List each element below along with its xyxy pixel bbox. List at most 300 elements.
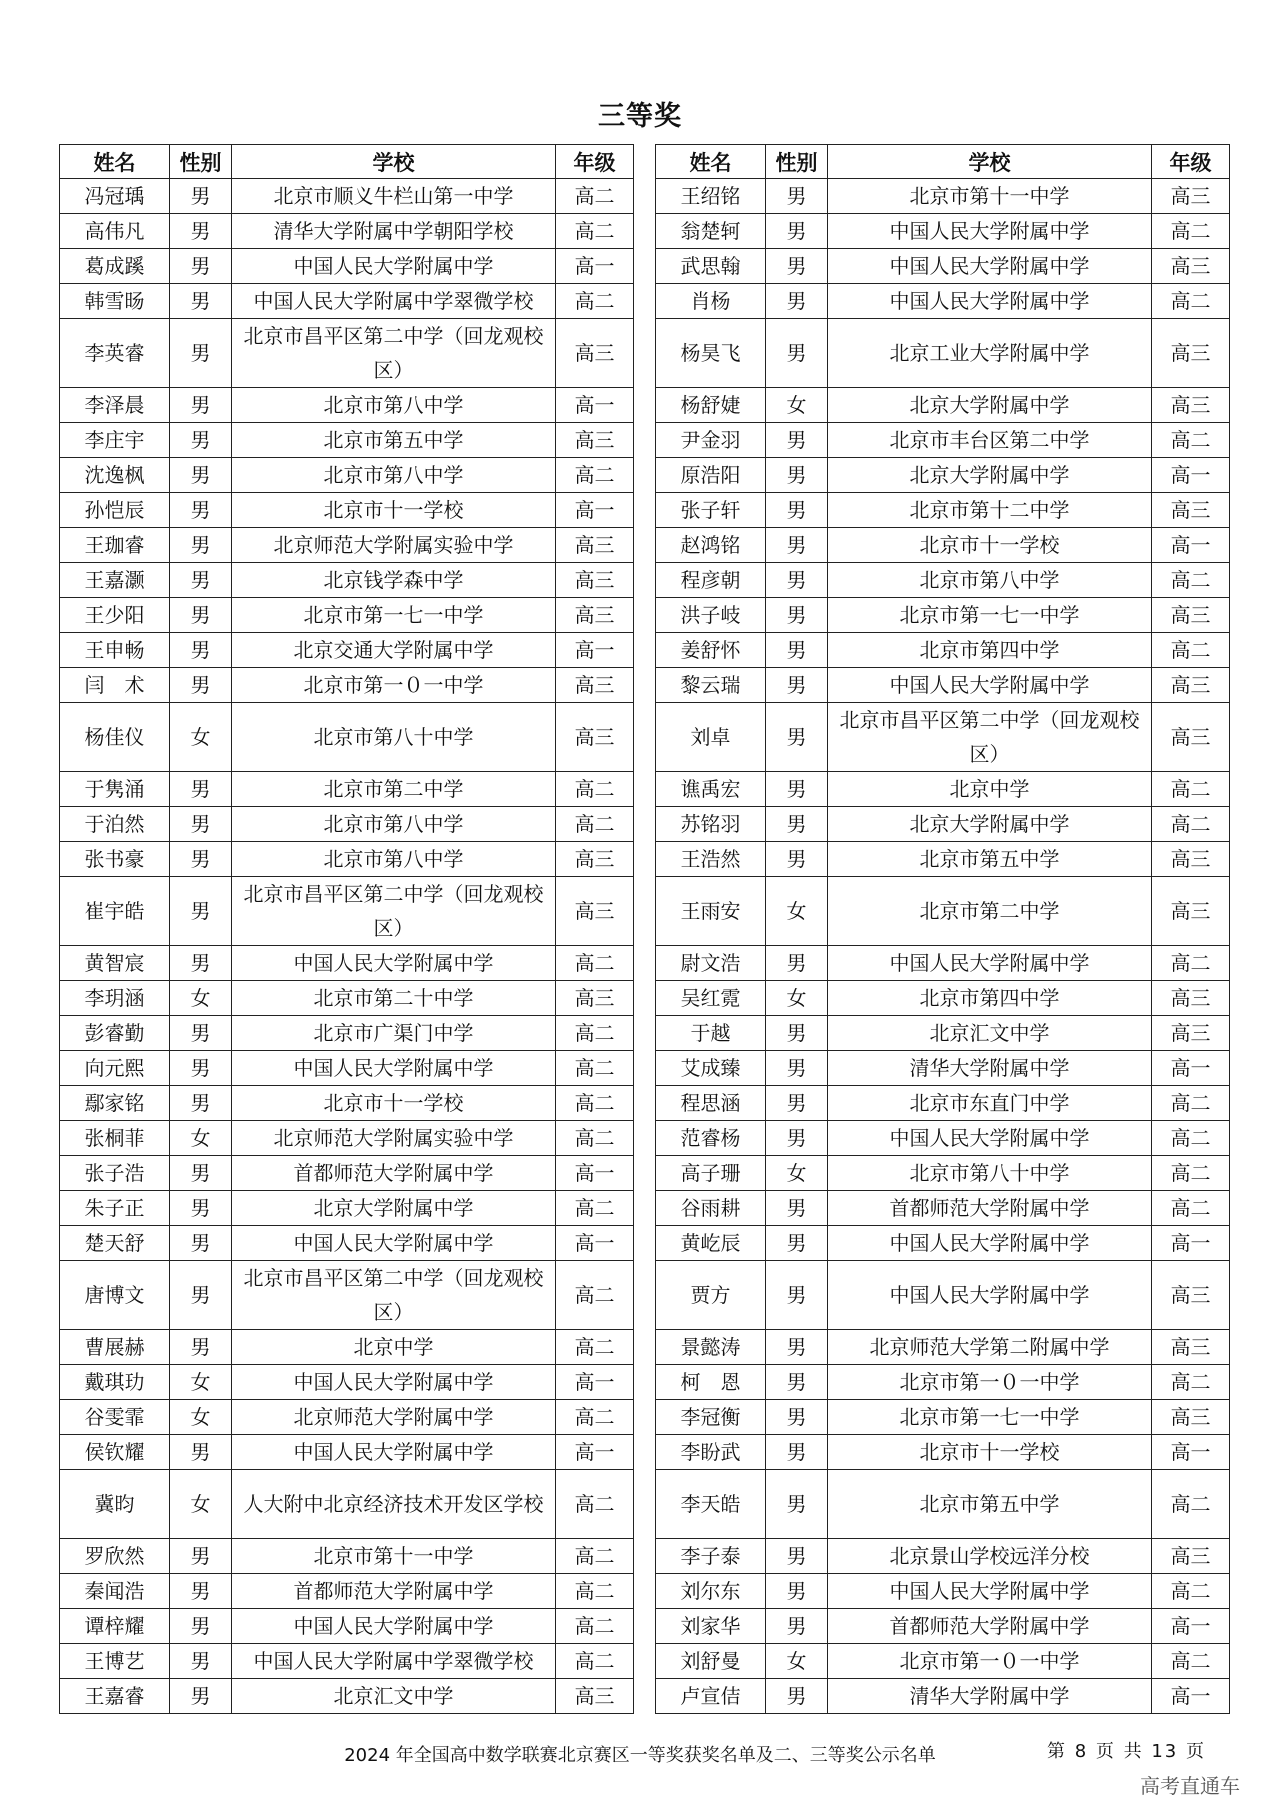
cell-name: 高子珊 xyxy=(656,1156,766,1191)
cell-school: 北京市第一０一中学 xyxy=(828,1365,1152,1400)
cell-name: 赵鸿铭 xyxy=(656,528,766,563)
cell-grade: 高三 xyxy=(556,528,634,563)
cell-name: 刘家华 xyxy=(656,1609,766,1644)
cell-gender: 女 xyxy=(170,981,232,1016)
cell-gender: 男 xyxy=(170,877,232,946)
cell-name: 王少阳 xyxy=(60,598,170,633)
cell-school: 中国人民大学附属中学 xyxy=(828,946,1152,981)
table-row xyxy=(60,528,634,563)
cell-name: 张桐菲 xyxy=(60,1121,170,1156)
cell-grade: 高二 xyxy=(556,1609,634,1644)
cell-gender: 男 xyxy=(170,1016,232,1051)
cell-gender: 男 xyxy=(170,458,232,493)
cell-grade: 高二 xyxy=(1152,1365,1230,1400)
cell-grade: 高三 xyxy=(1152,249,1230,284)
cell-school: 北京师范大学附属实验中学 xyxy=(232,1121,556,1156)
cell-school: 中国人民大学附属中学翠微学校 xyxy=(232,1644,556,1679)
table-row xyxy=(60,1016,634,1051)
cell-gender: 男 xyxy=(170,1051,232,1086)
cell-school: 中国人民大学附属中学 xyxy=(232,1365,556,1400)
cell-school: 中国人民大学附属中学 xyxy=(828,1121,1152,1156)
cell-gender: 男 xyxy=(766,1470,828,1539)
cell-school: 中国人民大学附属中学 xyxy=(232,1609,556,1644)
cell-gender: 女 xyxy=(766,877,828,946)
cell-school: 中国人民大学附属中学 xyxy=(828,1226,1152,1261)
cell-name: 王浩然 xyxy=(656,842,766,877)
award-table-right xyxy=(655,144,1230,1714)
table-row xyxy=(656,1261,1230,1330)
table-row xyxy=(656,807,1230,842)
cell-gender: 男 xyxy=(170,1609,232,1644)
cell-school: 北京中学 xyxy=(232,1330,556,1365)
cell-gender: 男 xyxy=(766,703,828,772)
table-row xyxy=(656,1679,1230,1714)
cell-grade: 高一 xyxy=(556,493,634,528)
cell-name: 谯禹宏 xyxy=(656,772,766,807)
cell-grade: 高三 xyxy=(556,563,634,598)
cell-name: 张书豪 xyxy=(60,842,170,877)
table-row xyxy=(656,1016,1230,1051)
cell-name: 李玥涵 xyxy=(60,981,170,1016)
cell-gender: 男 xyxy=(766,1261,828,1330)
cell-gender: 男 xyxy=(766,1330,828,1365)
cell-grade: 高三 xyxy=(556,598,634,633)
table-row xyxy=(60,1679,634,1714)
cell-school: 北京交通大学附属中学 xyxy=(232,633,556,668)
table-row xyxy=(656,1574,1230,1609)
cell-grade: 高二 xyxy=(556,1086,634,1121)
cell-name: 侯钦耀 xyxy=(60,1435,170,1470)
cell-school: 北京汇文中学 xyxy=(232,1679,556,1714)
table-row xyxy=(60,703,634,772)
table-row xyxy=(60,1261,634,1330)
cell-grade: 高一 xyxy=(1152,528,1230,563)
cell-gender: 男 xyxy=(170,598,232,633)
cell-gender: 男 xyxy=(766,423,828,458)
cell-school: 北京市十一学校 xyxy=(232,493,556,528)
table-row xyxy=(60,388,634,423)
table-row xyxy=(656,493,1230,528)
table-row xyxy=(656,633,1230,668)
table-row xyxy=(60,1156,634,1191)
cell-school: 北京市第一七一中学 xyxy=(828,1400,1152,1435)
cell-school: 北京汇文中学 xyxy=(828,1016,1152,1051)
cell-gender: 男 xyxy=(170,563,232,598)
table-row xyxy=(60,319,634,388)
cell-grade: 高二 xyxy=(556,807,634,842)
cell-grade: 高一 xyxy=(556,249,634,284)
cell-gender: 女 xyxy=(766,1644,828,1679)
cell-gender: 男 xyxy=(170,1435,232,1470)
cell-name: 王绍铭 xyxy=(656,179,766,214)
cell-name: 程彦朝 xyxy=(656,563,766,598)
table-row xyxy=(656,1086,1230,1121)
cell-name: 高伟凡 xyxy=(60,214,170,249)
cell-school: 北京市第十二中学 xyxy=(828,493,1152,528)
table-row xyxy=(656,249,1230,284)
cell-grade: 高三 xyxy=(556,423,634,458)
cell-school: 首都师范大学附属中学 xyxy=(828,1191,1152,1226)
cell-gender: 男 xyxy=(170,214,232,249)
cell-school: 中国人民大学附属中学翠微学校 xyxy=(232,284,556,319)
table-row xyxy=(656,1121,1230,1156)
cell-grade: 高二 xyxy=(1152,1470,1230,1539)
cell-gender: 男 xyxy=(766,563,828,598)
cell-grade: 高二 xyxy=(556,1330,634,1365)
table-row xyxy=(656,842,1230,877)
cell-grade: 高二 xyxy=(556,1539,634,1574)
table-row xyxy=(60,1539,634,1574)
cell-grade: 高三 xyxy=(556,842,634,877)
cell-gender: 男 xyxy=(170,388,232,423)
cell-gender: 男 xyxy=(766,807,828,842)
cell-school: 北京市第四中学 xyxy=(828,633,1152,668)
cell-grade: 高一 xyxy=(1152,1679,1230,1714)
cell-school: 北京市第八中学 xyxy=(232,842,556,877)
cell-school: 北京市第五中学 xyxy=(232,423,556,458)
watermark: 高考直通车 xyxy=(1140,1774,1240,1798)
table-row xyxy=(60,249,634,284)
cell-name: 苏铭羽 xyxy=(656,807,766,842)
cell-school: 中国人民大学附属中学 xyxy=(232,1226,556,1261)
table-row xyxy=(656,981,1230,1016)
cell-grade: 高三 xyxy=(1152,1400,1230,1435)
cell-school: 北京市第五中学 xyxy=(828,1470,1152,1539)
cell-grade: 高三 xyxy=(556,1679,634,1714)
cell-gender: 女 xyxy=(766,981,828,1016)
cell-school: 中国人民大学附属中学 xyxy=(828,1261,1152,1330)
cell-gender: 男 xyxy=(170,1644,232,1679)
cell-name: 柯 恩 xyxy=(656,1365,766,1400)
cell-name: 李泽晨 xyxy=(60,388,170,423)
cell-school: 北京市第八中学 xyxy=(232,807,556,842)
cell-grade: 高二 xyxy=(1152,1644,1230,1679)
cell-grade: 高二 xyxy=(1152,807,1230,842)
cell-name: 罗欣然 xyxy=(60,1539,170,1574)
cell-school: 北京市丰台区第二中学 xyxy=(828,423,1152,458)
cell-grade: 高一 xyxy=(556,1156,634,1191)
table-row xyxy=(656,179,1230,214)
cell-gender: 男 xyxy=(170,284,232,319)
cell-gender: 男 xyxy=(170,528,232,563)
cell-gender: 男 xyxy=(170,1539,232,1574)
cell-grade: 高三 xyxy=(1152,842,1230,877)
cell-name: 孙恺辰 xyxy=(60,493,170,528)
table-row xyxy=(60,1330,634,1365)
cell-grade: 高一 xyxy=(556,1365,634,1400)
table-row xyxy=(656,214,1230,249)
cell-school: 北京市昌平区第二中学（回龙观校区） xyxy=(828,703,1152,772)
cell-school: 中国人民大学附属中学 xyxy=(828,284,1152,319)
table-row xyxy=(656,458,1230,493)
cell-grade: 高二 xyxy=(1152,1086,1230,1121)
cell-grade: 高一 xyxy=(1152,1609,1230,1644)
cell-grade: 高三 xyxy=(1152,877,1230,946)
cell-school: 中国人民大学附属中学 xyxy=(828,214,1152,249)
cell-grade: 高三 xyxy=(556,319,634,388)
cell-gender: 男 xyxy=(766,946,828,981)
cell-grade: 高三 xyxy=(1152,179,1230,214)
cell-gender: 男 xyxy=(766,598,828,633)
table-row xyxy=(656,528,1230,563)
cell-name: 黎云瑞 xyxy=(656,668,766,703)
cell-name: 彭睿勤 xyxy=(60,1016,170,1051)
cell-grade: 高一 xyxy=(1152,1435,1230,1470)
cell-name: 杨昊飞 xyxy=(656,319,766,388)
cell-gender: 男 xyxy=(766,1574,828,1609)
table-row xyxy=(60,563,634,598)
cell-school: 北京市第八中学 xyxy=(828,563,1152,598)
cell-gender: 男 xyxy=(766,842,828,877)
table-row xyxy=(60,1574,634,1609)
cell-grade: 高二 xyxy=(556,179,634,214)
cell-school: 北京市十一学校 xyxy=(828,1435,1152,1470)
cell-gender: 男 xyxy=(766,1191,828,1226)
cell-gender: 女 xyxy=(170,1121,232,1156)
cell-grade: 高二 xyxy=(556,1261,634,1330)
cell-grade: 高二 xyxy=(556,1574,634,1609)
cell-gender: 男 xyxy=(170,1191,232,1226)
table-row xyxy=(656,1539,1230,1574)
cell-gender: 男 xyxy=(766,493,828,528)
cell-name: 王珈睿 xyxy=(60,528,170,563)
table-row xyxy=(656,1191,1230,1226)
cell-school: 首都师范大学附属中学 xyxy=(828,1609,1152,1644)
cell-name: 范睿杨 xyxy=(656,1121,766,1156)
cell-school: 北京市第二中学 xyxy=(232,772,556,807)
column-header-grade: 年级 xyxy=(556,145,634,179)
cell-name: 洪子岐 xyxy=(656,598,766,633)
cell-name: 王申畅 xyxy=(60,633,170,668)
cell-name: 吴红霓 xyxy=(656,981,766,1016)
cell-school: 北京市昌平区第二中学（回龙观校区） xyxy=(232,1261,556,1330)
cell-school: 北京市顺义牛栏山第一中学 xyxy=(232,179,556,214)
table-row xyxy=(656,1435,1230,1470)
cell-gender: 女 xyxy=(170,1470,232,1539)
cell-school: 中国人民大学附属中学 xyxy=(232,946,556,981)
cell-name: 尉文浩 xyxy=(656,946,766,981)
cell-name: 曹展赫 xyxy=(60,1330,170,1365)
cell-school: 中国人民大学附属中学 xyxy=(232,249,556,284)
cell-grade: 高三 xyxy=(1152,319,1230,388)
cell-gender: 男 xyxy=(766,1365,828,1400)
cell-school: 北京大学附属中学 xyxy=(828,388,1152,423)
cell-name: 原浩阳 xyxy=(656,458,766,493)
cell-school: 北京市第一０一中学 xyxy=(828,1644,1152,1679)
cell-grade: 高三 xyxy=(556,668,634,703)
cell-school: 北京市第一七一中学 xyxy=(232,598,556,633)
cell-name: 沈逸枫 xyxy=(60,458,170,493)
cell-grade: 高三 xyxy=(1152,493,1230,528)
table-row xyxy=(656,1470,1230,1539)
cell-school: 首都师范大学附属中学 xyxy=(232,1156,556,1191)
cell-grade: 高三 xyxy=(556,877,634,946)
table-row xyxy=(656,668,1230,703)
cell-grade: 高三 xyxy=(556,981,634,1016)
cell-school: 北京师范大学附属实验中学 xyxy=(232,528,556,563)
cell-name: 刘尔东 xyxy=(656,1574,766,1609)
cell-name: 翁楚轲 xyxy=(656,214,766,249)
cell-grade: 高一 xyxy=(556,1435,634,1470)
cell-school: 首都师范大学附属中学 xyxy=(232,1574,556,1609)
cell-school: 北京市第五中学 xyxy=(828,842,1152,877)
cell-name: 刘卓 xyxy=(656,703,766,772)
table-row xyxy=(60,946,634,981)
cell-gender: 男 xyxy=(170,1679,232,1714)
cell-grade: 高二 xyxy=(556,1051,634,1086)
cell-grade: 高三 xyxy=(1152,1539,1230,1574)
cell-grade: 高三 xyxy=(1152,703,1230,772)
cell-school: 人大附中北京经济技术开发区学校 xyxy=(232,1470,556,1539)
cell-name: 朱子正 xyxy=(60,1191,170,1226)
table-row xyxy=(656,772,1230,807)
cell-school: 中国人民大学附属中学 xyxy=(828,1574,1152,1609)
table-row xyxy=(60,458,634,493)
cell-gender: 男 xyxy=(766,772,828,807)
cell-gender: 男 xyxy=(766,1016,828,1051)
cell-school: 中国人民大学附属中学 xyxy=(232,1435,556,1470)
table-row xyxy=(60,1470,634,1539)
cell-school: 北京大学附属中学 xyxy=(828,807,1152,842)
table-row xyxy=(60,1435,634,1470)
cell-name: 葛成蹊 xyxy=(60,249,170,284)
cell-school: 北京市第八十中学 xyxy=(828,1156,1152,1191)
cell-grade: 高二 xyxy=(1152,1574,1230,1609)
cell-name: 韩雪旸 xyxy=(60,284,170,319)
cell-gender: 男 xyxy=(170,807,232,842)
cell-gender: 女 xyxy=(766,1156,828,1191)
cell-gender: 男 xyxy=(766,1679,828,1714)
cell-grade: 高二 xyxy=(556,1121,634,1156)
cell-grade: 高三 xyxy=(1152,1330,1230,1365)
table-row xyxy=(60,423,634,458)
cell-grade: 高二 xyxy=(556,1191,634,1226)
cell-gender: 男 xyxy=(170,1261,232,1330)
table-row xyxy=(656,423,1230,458)
table-row xyxy=(656,1609,1230,1644)
cell-school: 中国人民大学附属中学 xyxy=(828,249,1152,284)
cell-gender: 男 xyxy=(766,1400,828,1435)
cell-school: 北京师范大学附属中学 xyxy=(232,1400,556,1435)
table-row xyxy=(656,1365,1230,1400)
cell-grade: 高二 xyxy=(556,214,634,249)
cell-school: 北京市第八中学 xyxy=(232,458,556,493)
cell-school: 北京市第二十中学 xyxy=(232,981,556,1016)
cell-name: 于泊然 xyxy=(60,807,170,842)
cell-name: 戴琪玏 xyxy=(60,1365,170,1400)
cell-name: 冯冠瑀 xyxy=(60,179,170,214)
award-table-left xyxy=(59,144,634,1714)
table-row xyxy=(60,1609,634,1644)
cell-school: 北京市第四中学 xyxy=(828,981,1152,1016)
cell-school: 北京市第二中学 xyxy=(828,877,1152,946)
cell-name: 刘舒曼 xyxy=(656,1644,766,1679)
cell-name: 李天皓 xyxy=(656,1470,766,1539)
column-header-school: 学校 xyxy=(232,145,556,179)
cell-gender: 男 xyxy=(766,1051,828,1086)
cell-gender: 男 xyxy=(766,319,828,388)
cell-school: 北京市第八中学 xyxy=(232,388,556,423)
cell-gender: 男 xyxy=(170,319,232,388)
cell-school: 北京市第八十中学 xyxy=(232,703,556,772)
cell-name: 谭梓耀 xyxy=(60,1609,170,1644)
cell-name: 于越 xyxy=(656,1016,766,1051)
cell-gender: 男 xyxy=(170,1156,232,1191)
table-row xyxy=(60,981,634,1016)
cell-grade: 高二 xyxy=(1152,214,1230,249)
table-row xyxy=(656,703,1230,772)
cell-name: 王博艺 xyxy=(60,1644,170,1679)
cell-name: 李英睿 xyxy=(60,319,170,388)
cell-name: 景懿涛 xyxy=(656,1330,766,1365)
cell-grade: 高二 xyxy=(1152,772,1230,807)
cell-gender: 男 xyxy=(170,1330,232,1365)
table-row xyxy=(60,1191,634,1226)
cell-grade: 高二 xyxy=(1152,1121,1230,1156)
page-title: 三等奖 xyxy=(598,101,682,132)
cell-gender: 男 xyxy=(766,1226,828,1261)
cell-name: 闫 术 xyxy=(60,668,170,703)
cell-grade: 高二 xyxy=(556,458,634,493)
table-row xyxy=(656,1330,1230,1365)
column-header-gender: 性别 xyxy=(766,145,828,179)
column-header-name: 姓名 xyxy=(60,145,170,179)
cell-name: 李冠衡 xyxy=(656,1400,766,1435)
cell-name: 张子轩 xyxy=(656,493,766,528)
cell-school: 北京市东直门中学 xyxy=(828,1086,1152,1121)
cell-gender: 男 xyxy=(766,458,828,493)
cell-name: 张子浩 xyxy=(60,1156,170,1191)
cell-school: 清华大学附属中学朝阳学校 xyxy=(232,214,556,249)
cell-name: 贾方 xyxy=(656,1261,766,1330)
cell-gender: 男 xyxy=(766,1121,828,1156)
table-row xyxy=(60,633,634,668)
cell-grade: 高三 xyxy=(1152,1016,1230,1051)
cell-name: 冀昀 xyxy=(60,1470,170,1539)
cell-grade: 高二 xyxy=(1152,423,1230,458)
column-header-name: 姓名 xyxy=(656,145,766,179)
cell-name: 向元熙 xyxy=(60,1051,170,1086)
cell-grade: 高一 xyxy=(1152,458,1230,493)
cell-school: 北京市昌平区第二中学（回龙观校区） xyxy=(232,319,556,388)
cell-gender: 男 xyxy=(766,1539,828,1574)
column-header-gender: 性别 xyxy=(170,145,232,179)
cell-school: 北京市昌平区第二中学（回龙观校区） xyxy=(232,877,556,946)
column-header-grade: 年级 xyxy=(1152,145,1230,179)
table-row xyxy=(656,284,1230,319)
cell-gender: 女 xyxy=(170,703,232,772)
table-row xyxy=(60,493,634,528)
cell-grade: 高二 xyxy=(556,284,634,319)
cell-school: 北京大学附属中学 xyxy=(232,1191,556,1226)
table-row xyxy=(656,563,1230,598)
table-row xyxy=(656,877,1230,946)
table-row xyxy=(60,1644,634,1679)
cell-name: 秦闻浩 xyxy=(60,1574,170,1609)
cell-gender: 女 xyxy=(766,388,828,423)
cell-gender: 男 xyxy=(170,179,232,214)
cell-name: 谷雨耕 xyxy=(656,1191,766,1226)
cell-name: 武思翰 xyxy=(656,249,766,284)
cell-name: 肖杨 xyxy=(656,284,766,319)
cell-school: 北京师范大学第二附属中学 xyxy=(828,1330,1152,1365)
cell-gender: 男 xyxy=(170,1574,232,1609)
cell-name: 李子泰 xyxy=(656,1539,766,1574)
cell-gender: 男 xyxy=(170,842,232,877)
cell-name: 尹金羽 xyxy=(656,423,766,458)
cell-school: 北京市第十一中学 xyxy=(828,179,1152,214)
cell-gender: 男 xyxy=(766,1086,828,1121)
